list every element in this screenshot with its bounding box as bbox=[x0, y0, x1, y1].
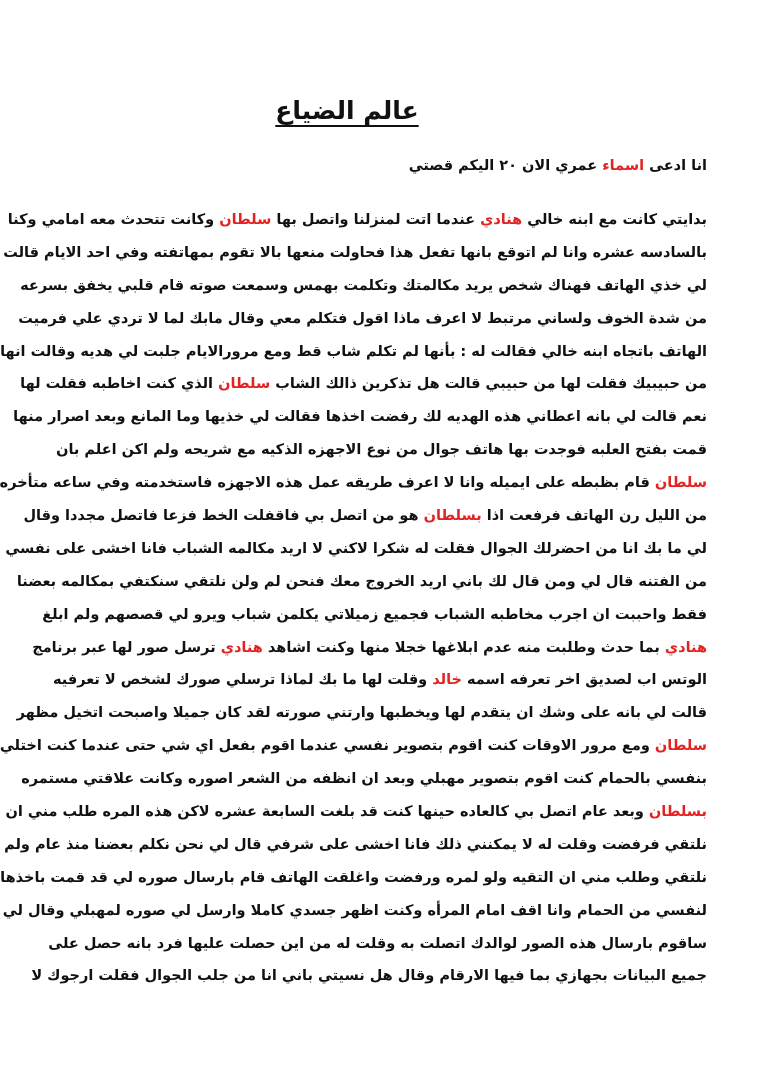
text-segment: عندما اتت لمنزلنا واتصل بها bbox=[271, 212, 481, 228]
text-segment: لنفسي من الحمام وانا اقف امام المرأه وكنت اظهر جسدي كاملا وارسل لي صوره لمهبلي وقال لي bbox=[2, 902, 707, 919]
text-segment: وقلت لها ما بك لماذا ترسلي صورك لشخص لا تعرفيه bbox=[53, 672, 433, 689]
paragraph-line bbox=[18, 303, 707, 336]
text-segment: وكانت تتحدث معه امامي وكنا bbox=[7, 212, 220, 228]
paragraph-line bbox=[53, 664, 707, 697]
text-segment: من شدة الخوف ولساني مرتبط لا اعرف ماذا اقول فتكلم معي وقال مابك لما لا تردي علي فرميت bbox=[18, 310, 707, 327]
text-segment: لي ما بك انا من احضرلك الجوال فقلت له شكرا لاكني لا اريد مكالمه الشباب فانا اخشى على نفسي bbox=[5, 540, 707, 557]
text-segment: نلتقي وطلب مني ان التقيه ولو لمره ورفضت واغلقت الهاتف قام بارسال صوره لي قد قمت باخذها bbox=[0, 869, 707, 886]
paragraph-line bbox=[16, 697, 707, 730]
paragraph-line bbox=[5, 796, 707, 829]
paragraph-line bbox=[16, 566, 707, 599]
paragraph-line bbox=[4, 829, 707, 862]
highlighted-name: هنادي bbox=[220, 639, 263, 656]
text-segment: الوتس اب لصديق اخر تعرفه اسمه bbox=[461, 672, 707, 689]
paragraph-line bbox=[13, 401, 707, 434]
text-segment: نلتقي فرفضت وقلت له لا يمكنني ذلك فانا اخشى على شرفي قال لي نحن نكلم بعضنا منذ عام ولم bbox=[4, 836, 707, 853]
paragraph-line bbox=[31, 960, 707, 993]
highlighted-name: بسلطان bbox=[648, 804, 707, 821]
text-segment: هو من اتصل بي فاقفلت الخط فزعا فاتصل مجددا وقال bbox=[23, 508, 424, 525]
text-segment: جميع البيانات بجهازي بما فيها الارقام وقال هل نسيتي باني انا من جلب الجوال فقلت ارجوك لا bbox=[31, 968, 707, 985]
highlighted-name: بسلطان bbox=[423, 508, 482, 525]
highlighted-name: سلطان bbox=[654, 738, 707, 755]
highlighted-name: سلطان bbox=[219, 212, 272, 228]
highlighted-name: سلطان bbox=[218, 376, 271, 393]
highlighted-name: سلطان bbox=[654, 475, 707, 492]
text-segment: بالسادسه عشره وانا لم اتوقع بانها تفعل هذا فحاولت منعها بالا تقوم بمهاتفته وفي احد الايام قالت bbox=[3, 244, 707, 261]
paragraph-line bbox=[2, 895, 707, 928]
text-segment: قالت لي بانه على وشك ان يتقدم لها ويخطبها وارتني صورته لقد كان جميلا واصبحت اتخيل مظهر bbox=[16, 705, 707, 722]
paragraph-line bbox=[20, 270, 707, 303]
intro-line bbox=[67, 158, 707, 174]
highlighted-name: هنادي bbox=[480, 212, 523, 228]
paragraph-line bbox=[42, 599, 707, 632]
text-segment: عمري الان ٢٠ اليكم قصتي bbox=[408, 158, 603, 174]
paragraph-line bbox=[21, 763, 707, 796]
text-segment: الهاتف باتجاه ابنه خالي فقالت له : بأنها لم تكلم شاب قط ومع مرورالايام جلبت لي هديه وقالت انها bbox=[0, 343, 707, 360]
story-title: عالم الضياع bbox=[275, 96, 419, 125]
text-segment: ومع مرور الاوقات كنت اقوم بتصوير نفسي عندما اقوم بفعل اي شي حتى عندما كنت اختلي bbox=[0, 738, 655, 755]
text-segment: قمت بفتح العلبه فوجدت بها هاتف جوال من نوع الاجهزه الذكيه مع شريحه ولم اكن اعلم بان bbox=[56, 442, 707, 459]
text-segment: انا ادعى bbox=[644, 158, 707, 174]
highlighted-name: هنادي bbox=[664, 639, 707, 656]
text-segment: بما حدث وطلبت منه عدم ابلاغها خجلا منها وكنت اشاهد bbox=[262, 639, 665, 656]
text-segment: ساقوم بارسال هذه الصور لوالدك اتصلت به وقلت له من اين حصلت عليها فرد بانه حصل على bbox=[48, 935, 707, 952]
paragraph-line bbox=[0, 862, 707, 895]
paragraph-line bbox=[0, 336, 707, 369]
paragraph-line bbox=[0, 730, 707, 763]
text-segment: من الليل رن الهاتف فرفعت اذا bbox=[481, 508, 707, 525]
paragraph-line bbox=[5, 533, 707, 566]
story-body bbox=[0, 204, 707, 993]
paragraph-line bbox=[7, 204, 707, 237]
text-segment: بنفسي بالحمام كنت اقوم بتصوير مهبلي وبعد ان انظفه من الشعر اصوره وكانت علاقتي مستمره bbox=[21, 771, 707, 788]
text-segment: الذي كنت اخاطبه فقلت لها bbox=[20, 376, 219, 393]
paragraph-line bbox=[48, 928, 707, 961]
text-segment: نعم قالت لي بانه اعطاني هذه الهديه لك رفضت اخذها فقالت لي خذيها وما المانع وبعد اصرار منها bbox=[13, 409, 707, 426]
paragraph-line bbox=[0, 467, 707, 500]
paragraph-line bbox=[3, 237, 707, 270]
paragraph-line bbox=[23, 500, 707, 533]
text-segment: بدايتي كانت مع ابنه خالي bbox=[522, 212, 707, 228]
text-segment: فقط واحببت ان اجرب مخاطبه الشباب فجميع زميلاتي يكلمن شباب ويرو لي قصصهم ولم ابلغ bbox=[42, 606, 707, 623]
paragraph-line bbox=[20, 368, 707, 401]
text-segment: قام بظبطه على ايميله وانا لا اعرف طريقه عمل هذه الاجهزه فاستخدمته وفي ساعه متأخره bbox=[0, 475, 655, 492]
text-segment: لي خذي الهاتف فهناك شخص يريد مكالمتك وتكلمت بهمس وسمعت صوته قام قلبي يخفق بسرعه bbox=[20, 277, 707, 294]
highlighted-name: اسماء bbox=[602, 158, 645, 174]
text-segment: وبعد عام اتصل بي كالعاده حينها كنت قد بلغت السابعة عشره لاكن هذه المره طلب مني ان bbox=[5, 804, 649, 821]
paragraph-line bbox=[56, 434, 707, 467]
text-segment: من الفتنه قال لي ومن قال لك باني اريد الخروج معك فنحن لم ولن نلتقي سنكتفي بمكالمه بعضنا bbox=[16, 573, 707, 590]
paragraph-line bbox=[32, 632, 707, 665]
text-segment: من حبيبيك فقلت لها من حبيبي قالت هل تذكرين ذالك الشاب bbox=[270, 376, 707, 393]
highlighted-name: خالد bbox=[432, 672, 462, 689]
text-segment: ترسل صور لها عبر برنامج bbox=[32, 639, 221, 656]
